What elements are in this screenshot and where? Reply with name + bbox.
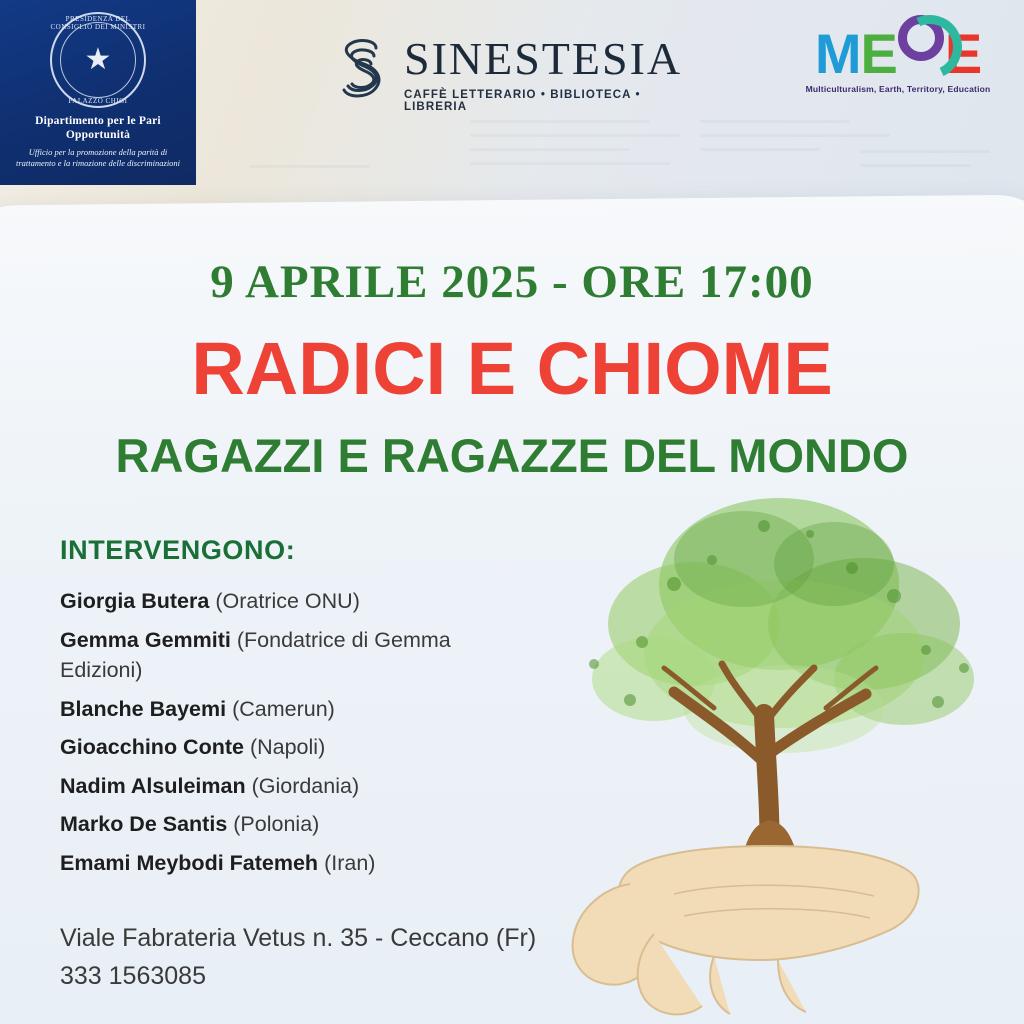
speaker-role: (Oratrice ONU) bbox=[215, 589, 360, 613]
list-item bbox=[60, 694, 530, 725]
venue-section bbox=[60, 920, 760, 995]
speaker-name: Marko De Santis bbox=[60, 812, 228, 837]
speaker-role: (Camerun) bbox=[232, 696, 335, 721]
speaker-name: Emami Meybodi Fatemeh bbox=[60, 850, 319, 875]
speaker-name: Blanche Bayemi bbox=[60, 696, 227, 721]
speaker-name: Nadim Alsuleiman bbox=[60, 773, 246, 798]
speaker-role: (Fondatrice di Gemma Edizioni) bbox=[60, 627, 451, 683]
speaker-role: (Napoli) bbox=[249, 735, 326, 760]
mete-letter-e2: E bbox=[944, 22, 982, 85]
sinestesia-name: SINESTESIA bbox=[404, 33, 683, 84]
sinestesia-tagline: CAFFÈ LETTERARIO • BIBLIOTECA • LIBRERIA bbox=[404, 89, 641, 113]
government-department-label: Dipartimento per le Pari Opportunità bbox=[35, 115, 161, 142]
list-item bbox=[60, 625, 530, 686]
emblem-arc-bottom-text: PALAZZO CHIGI bbox=[68, 97, 128, 105]
speakers-section bbox=[60, 535, 530, 886]
event-subtitle: RAGAZZI E RAGAZZE DEL MONDO bbox=[115, 429, 909, 482]
speaker-name: Giorgia Butera bbox=[60, 589, 210, 613]
list-item bbox=[60, 848, 530, 879]
speaker-name: Gioacchino Conte bbox=[60, 735, 244, 760]
speaker-name: Gemma Gemmiti bbox=[60, 627, 231, 652]
list-item bbox=[60, 809, 530, 840]
mete-letter-m: M bbox=[814, 22, 861, 85]
list-item bbox=[60, 732, 530, 763]
speaker-role: (Polonia) bbox=[233, 812, 320, 837]
venue-address: Viale Fabrateria Vetus n. 35 - Ceccano (Fr) bbox=[60, 924, 537, 952]
mete-tagline: Multiculturalism, Earth, Territory, Education bbox=[805, 84, 991, 94]
event-title: RADICI E CHIOME bbox=[191, 327, 833, 410]
list-item bbox=[60, 771, 530, 802]
mete-letter-e1: E bbox=[860, 22, 897, 85]
event-date-time: 9 APRILE 2025 - ORE 17:00 bbox=[210, 256, 814, 308]
star-icon: ★ bbox=[84, 43, 112, 76]
emblem-arc-top-text: PRESIDENZA DEL CONSIGLIO DEI MINISTRI bbox=[50, 15, 146, 31]
speaker-role: (Giordania) bbox=[251, 773, 360, 798]
speaker-role: (Iran) bbox=[324, 850, 376, 875]
venue-phone[interactable]: 333 1563085 bbox=[60, 961, 206, 990]
government-office-label: Ufficio per la promozione della parità di trattamento e la rimozione delle discriminazioni bbox=[15, 146, 181, 169]
list-item bbox=[60, 586, 530, 617]
speakers-heading: INTERVENGONO: bbox=[60, 535, 296, 565]
